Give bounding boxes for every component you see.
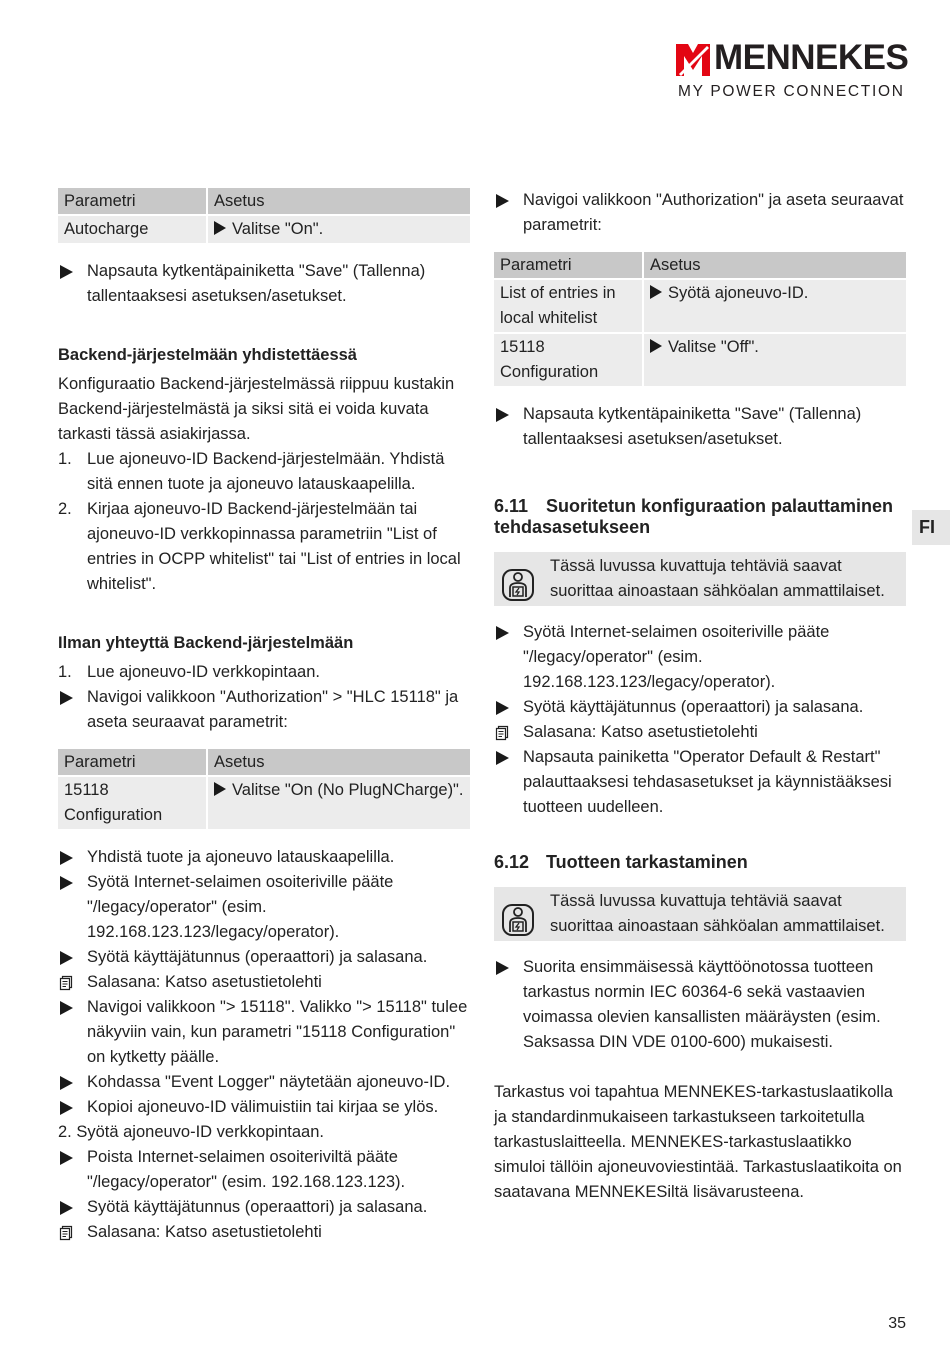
step-item: Napsauta kytkentäpainiketta "Save" (Tallenna) tallentaaksesi asetuksen/asetukset. (58, 259, 470, 309)
step-arrow-icon (496, 701, 509, 715)
note-document-icon (495, 725, 509, 741)
table-row (58, 777, 470, 831)
step-item: Kopioi ajoneuvo-ID välimuistiin tai kirjaa se ylös. (58, 1095, 470, 1120)
parameter-table-autocharge (58, 188, 470, 245)
step-arrow-icon (496, 194, 509, 208)
step-item: Napsauta painiketta "Operator Default & Restart" palauttaaksesi tehdasasetukset ja käynnistääksesi tuotteen uudelleen. (494, 745, 906, 820)
step-item: Navigoi valikkoon "Authorization" > "HLC 15118" ja aseta seuraavat parametrit: (58, 685, 470, 735)
brand-name: MENNEKES (714, 38, 909, 77)
step-arrow-icon (650, 285, 662, 299)
table-cell-setting: Valitse "Off". (644, 334, 906, 388)
step-arrow-icon (214, 221, 226, 235)
step-arrow-icon (60, 1201, 73, 1215)
note-document-icon (59, 975, 73, 991)
table-cell-setting: Syötä ajoneuvo-ID. (644, 280, 906, 334)
table-cell-parameter: Autocharge (58, 216, 208, 245)
step-arrow-icon (60, 1001, 73, 1015)
page-number: 35 (888, 1315, 906, 1332)
step-arrow-icon (496, 961, 509, 975)
step-item: Napsauta kytkentäpainiketta "Save" (Tallenna) tallentaaksesi asetuksen/asetukset. (494, 402, 906, 452)
step-item: Kohdassa "Event Logger" näytetään ajoneuvo-ID. (58, 1070, 470, 1095)
step-item: Syötä käyttäjätunnus (operaattori) ja salasana. (494, 695, 906, 720)
parameter-table-authorization (494, 252, 906, 388)
step-arrow-icon (60, 876, 73, 890)
step-list (58, 845, 470, 1245)
warning-box (494, 552, 906, 606)
electrician-icon (501, 903, 535, 937)
step-item: Syötä Internet-selaimen osoiteriville pääte "/legacy/operator" (esim. 192.168.123.123/legacy/operator). (494, 620, 906, 695)
section-heading-6-11: 6.11 Suoritetun konfiguraation palauttaminen tehdasasetukseen (494, 496, 894, 537)
step-item: Navigoi valikkoon "Authorization" ja aseta seuraavat parametrit: (494, 188, 906, 238)
table-cell-parameter: List of entries in local whitelist (494, 280, 644, 334)
table-row (494, 334, 906, 388)
step-item: Syötä Internet-selaimen osoiteriville pääte "/legacy/operator" (esim. 192.168.123.123/legacy/operator). (58, 870, 470, 945)
warning-text: Tässä luvussa kuvattuja tehtäviä saavat suorittaa ainoastaan sähköalan ammattilaiset. (550, 557, 885, 600)
table-header-setting: Asetus (208, 749, 470, 777)
parameter-table-15118 (58, 749, 470, 831)
step-arrow-icon (60, 265, 73, 279)
paragraph: Konfiguraatio Backend-järjestelmässä riippuu kustakin Backend-järjestelmästä ja siksi sitä ei voida kuvata tarkasti tässä asiakirjassa. (58, 375, 455, 443)
step-arrow-icon (60, 851, 73, 865)
table-cell-parameter: 15118 Configuration (58, 777, 208, 831)
table-header-setting: Asetus (644, 252, 906, 280)
plain-line: 2. Syötä ajoneuvo-ID verkkopintaan. (58, 1123, 324, 1141)
paragraph: Tarkastus voi tapahtua MENNEKES-tarkastuslaatikolla ja standardinmukaiseen tarkastukseen tarkoitetulla tarkastuslaitteella. MENNEKES-tarkastuslaatikko simuloi tällöin ajoneuvoviestintää. Tarkastuslaatikoita on saatavana MENNEKESiltä lisävarusteena. (494, 1083, 902, 1201)
step-item: Syötä käyttäjätunnus (operaattori) ja salasana. (58, 1195, 470, 1220)
numbered-item: 2. Kirjaa ajoneuvo-ID Backend-järjestelmään tai ajoneuvo-ID verkkopinnassa parametriin "List of entries in OCPP whitelist" tai "List of entries in local whitelist". (58, 500, 461, 593)
table-header-parameter: Parametri (494, 252, 644, 280)
note-item: Salasana: Katso asetustietolehti (58, 1220, 470, 1245)
numbered-item: 1. Lue ajoneuvo-ID verkkopintaan. (58, 663, 320, 681)
step-arrow-icon (60, 691, 73, 705)
step-arrow-icon (60, 1151, 73, 1165)
step-arrow-icon (60, 951, 73, 965)
language-tab: FI (912, 510, 950, 545)
step-arrow-icon (650, 339, 662, 353)
table-row (58, 216, 470, 245)
brand-tagline: MY POWER CONNECTION (678, 83, 905, 100)
mennekes-logo (676, 38, 909, 104)
step-arrow-icon (496, 751, 509, 765)
section-heading-backend: Backend-järjestelmään yhdistettäessä (58, 346, 357, 364)
step-arrow-icon (496, 408, 509, 422)
note-item: Salasana: Katso asetustietolehti (494, 720, 906, 745)
note-item: Salasana: Katso asetustietolehti (58, 970, 470, 995)
step-item: Yhdistä tuote ja ajoneuvo latauskaapelilla. (58, 845, 470, 870)
table-cell-setting: Valitse "On". (208, 216, 470, 245)
table-header-parameter: Parametri (58, 188, 208, 216)
step-item: Poista Internet-selaimen osoiteriviltä pääte "/legacy/operator" (esim. 192.168.123.123). (58, 1145, 470, 1195)
table-cell-setting: Valitse "On (No PlugNCharge)". (208, 777, 470, 831)
table-header-setting: Asetus (208, 188, 470, 216)
warning-text: Tässä luvussa kuvattuja tehtäviä saavat suorittaa ainoastaan sähköalan ammattilaiset. (550, 892, 885, 935)
electrician-icon (501, 568, 535, 602)
table-cell-parameter: 15118 Configuration (494, 334, 644, 388)
note-document-icon (59, 1225, 73, 1241)
table-header-parameter: Parametri (58, 749, 208, 777)
step-item: Syötä käyttäjätunnus (operaattori) ja salasana. (58, 945, 470, 970)
section-heading-offline: Ilman yhteyttä Backend-järjestelmään (58, 634, 354, 652)
step-list (494, 620, 906, 820)
step-arrow-icon (60, 1101, 73, 1115)
section-heading-6-12: 6.12 Tuotteen tarkastaminen (494, 852, 748, 872)
table-row (494, 280, 906, 334)
step-item: Suorita ensimmäisessä käyttöönotossa tuotteen tarkastus normin IEC 60364-6 sekä vastaavien voimassa olevien kansallisten määräysten (esim. Saksassa DIN VDE 0100-600) mukaisesti. (494, 955, 906, 1055)
step-item: Navigoi valikkoon "> 15118". Valikko "> 15118" tulee näkyviin vain, kun parametri "15118 Configuration" on kytketty päälle. (58, 995, 470, 1070)
right-column (494, 188, 906, 1205)
numbered-item: 1. Lue ajoneuvo-ID Backend-järjestelmään. Yhdistä sitä ennen tuote ja ajoneuvo latauskaapelilla. (58, 450, 445, 493)
left-column (58, 188, 470, 1245)
step-arrow-icon (214, 782, 226, 796)
mennekes-logo-mark-icon (676, 44, 710, 76)
warning-box (494, 887, 906, 941)
step-arrow-icon (496, 626, 509, 640)
step-arrow-icon (60, 1076, 73, 1090)
